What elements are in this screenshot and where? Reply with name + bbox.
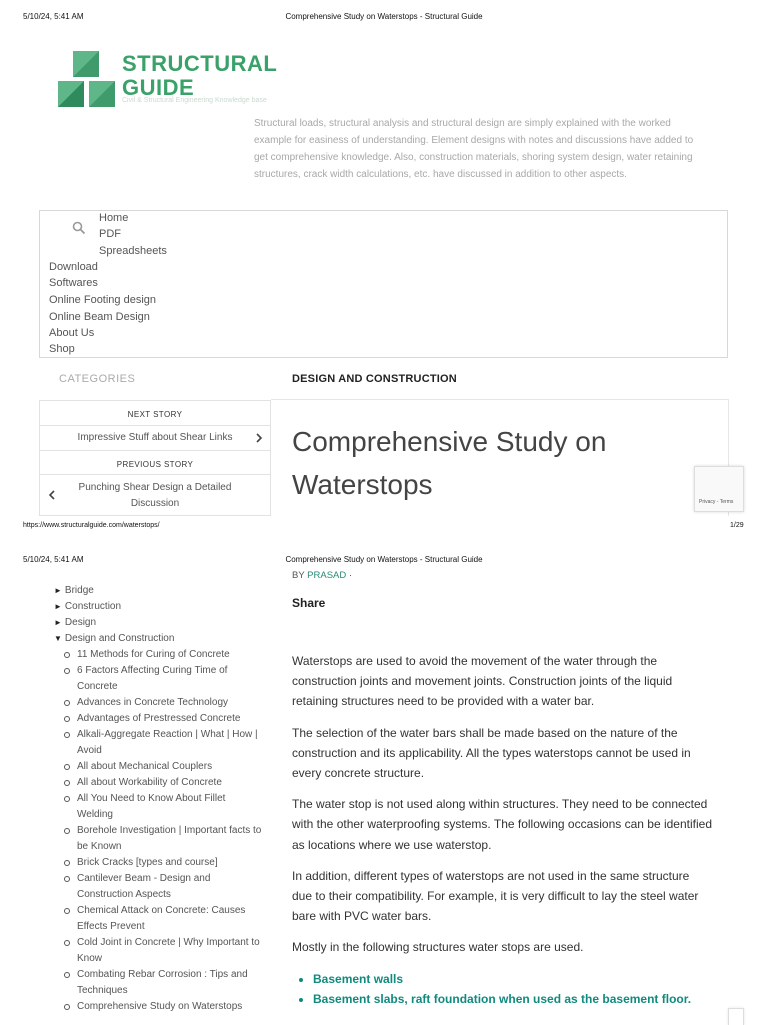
chevron-right-icon[interactable] — [254, 432, 264, 444]
tree-item-bridge[interactable] — [54, 583, 264, 599]
article-title: Comprehensive Study on Waterstops — [292, 426, 607, 500]
list-item[interactable]: Advances in Concrete Technology — [54, 695, 264, 711]
print-datetime: 5/10/24, 5:41 AM — [23, 12, 84, 21]
categories-label[interactable]: CATEGORIES — [59, 373, 136, 385]
logo-text-line1: STRUCTURAL — [122, 51, 278, 76]
byline-prefix: BY — [292, 570, 305, 581]
tree-item-label[interactable]: Design — [64, 617, 97, 628]
article-category[interactable]: DESIGN AND CONSTRUCTION — [292, 373, 457, 385]
tree-item-label[interactable]: Design and Construction — [64, 633, 175, 644]
nav-download[interactable]: Download — [49, 261, 98, 273]
logo-text-line2: GUIDE — [122, 75, 195, 100]
list-item[interactable]: Chemical Attack on Concrete: Causes Effects Prevent — [54, 903, 264, 935]
previous-story-link[interactable]: Punching Shear Design a Detailed Discussion — [78, 482, 232, 509]
nav-pdf[interactable]: PDF — [99, 228, 121, 240]
tree-item-label[interactable]: Bridge — [64, 585, 94, 596]
recaptcha-badge-partial[interactable] — [728, 1008, 744, 1025]
article-paragraph: Waterstops are used to avoid the movement of the water through the construction joints and movement joints. Construction joints of the liquid retaining structures need to be provided with a water bar. — [292, 654, 673, 709]
nav-shop[interactable]: Shop — [49, 343, 75, 355]
triangle-down-icon[interactable]: ▼ — [54, 634, 62, 643]
list-item[interactable]: Brick Cracks [types and course] — [54, 855, 264, 871]
chevron-left-icon[interactable] — [47, 489, 57, 501]
list-item[interactable]: Cantilever Beam - Design and Construction Aspects — [54, 871, 264, 903]
story-navigation — [39, 400, 271, 516]
structures-list — [292, 969, 712, 1009]
list-item[interactable]: All You Need to Know About Fillet Welding — [54, 791, 264, 823]
list-item[interactable]: Alkali-Aggregate Reaction | What | How | Avoid — [54, 727, 264, 759]
list-item[interactable]: Advantages of Prestressed Concrete — [54, 711, 264, 727]
list-item[interactable]: 6 Factors Affecting Curing Time of Concrete — [54, 663, 264, 695]
next-story-link-row[interactable] — [40, 425, 270, 451]
nav-online-footing-design[interactable]: Online Footing design — [49, 294, 157, 306]
recaptcha-badge[interactable] — [694, 466, 744, 512]
list-item[interactable]: Cold Joint in Concrete | Why Important to Know — [54, 935, 264, 967]
list-item[interactable]: Borehole Investigation | Important facts to be Known — [54, 823, 264, 855]
print-url: https://www.structuralguide.com/waterstops/ — [23, 522, 160, 529]
nav-spreadsheets[interactable]: Spreadsheets — [99, 245, 167, 257]
nav-softwares[interactable]: Softwares — [49, 277, 98, 289]
article-paragraph: In addition, different types of waterstops are not used in the same structure due to their compatibility. For example, it is very difficult to lay the steel water bare with PVC water bars. — [292, 868, 699, 924]
list-item[interactable]: Comprehensive Study on Waterstops — [54, 999, 264, 1015]
list-item[interactable]: All about Mechanical Couplers — [54, 759, 264, 775]
share-label[interactable]: Share — [292, 596, 326, 610]
list-item-link[interactable]: • Basement walls — [313, 969, 712, 989]
tree-item-design[interactable] — [54, 615, 264, 631]
print-page-number: 1/29 — [730, 522, 744, 529]
site-tagline: Civil & Structural Engineering Knowledge base — [122, 97, 267, 104]
next-story-label: NEXT STORY — [127, 410, 183, 419]
previous-story-link-row[interactable] — [40, 474, 270, 517]
tree-item-design-and-construction[interactable] — [54, 631, 264, 647]
design-and-construction-list — [54, 647, 264, 1015]
nav-online-beam-design[interactable]: Online Beam Design — [49, 311, 150, 323]
nav-about-us[interactable]: About Us — [49, 327, 95, 339]
article-body — [292, 651, 712, 1009]
tree-item-construction[interactable] — [54, 599, 264, 615]
search-icon[interactable] — [72, 221, 86, 235]
triangle-right-icon[interactable]: ► — [54, 586, 62, 595]
list-item[interactable]: 11 Methods for Curing of Concrete — [54, 647, 264, 663]
site-intro: Structural loads, structural analysis and structural design are simply explained with the worked example for easiness of understanding. Element designs with notes and discussions have added to get comprehensive knowledge. Also, construction materials, shoring system design, water retaining structures, crack width calculations, etc. have discussed in addition to other aspects. — [254, 118, 694, 180]
article-paragraph: Mostly in the following structures water stops are used. — [292, 940, 584, 955]
article-paragraph: The selection of the water bars shall be made based on the nature of the construction and its applicability. All the types waterstops cannot be used in every concrete structure. — [292, 725, 691, 781]
recaptcha-text[interactable]: Privacy - Terms — [699, 499, 734, 505]
article-paragraph: The water stop is not used along within structures. They need to be connected with the other waterproofing systems. The following occasions can be identified as locations where we use waterstop. — [292, 797, 713, 852]
list-item[interactable]: All about Workability of Concrete — [54, 775, 264, 791]
nav-home[interactable]: Home — [99, 212, 129, 224]
tree-item-label[interactable]: Construction — [64, 601, 122, 612]
list-item[interactable]: Combating Rebar Corrosion : Tips and Techniques — [54, 967, 264, 999]
triangle-right-icon[interactable]: ► — [54, 602, 62, 611]
triangle-right-icon[interactable]: ► — [54, 618, 62, 627]
category-tree — [54, 583, 264, 1015]
list-item-link[interactable]: • Basement slabs, raft foundation when used as the basement floor. — [313, 989, 712, 1009]
next-story-link[interactable]: Impressive Stuff about Shear Links — [77, 432, 233, 443]
main-nav — [39, 210, 728, 358]
byline-separator: · — [348, 570, 353, 581]
site-logo[interactable] — [58, 51, 118, 109]
print-title-2: Comprehensive Study on Waterstops - Structural Guide — [285, 555, 483, 564]
previous-story-label: PREVIOUS STORY — [116, 460, 194, 469]
print-title: Comprehensive Study on Waterstops - Structural Guide — [285, 12, 483, 21]
print-datetime-2: 5/10/24, 5:41 AM — [23, 555, 84, 564]
article-byline — [292, 570, 352, 581]
author-link[interactable]: PRASAD — [307, 570, 347, 581]
